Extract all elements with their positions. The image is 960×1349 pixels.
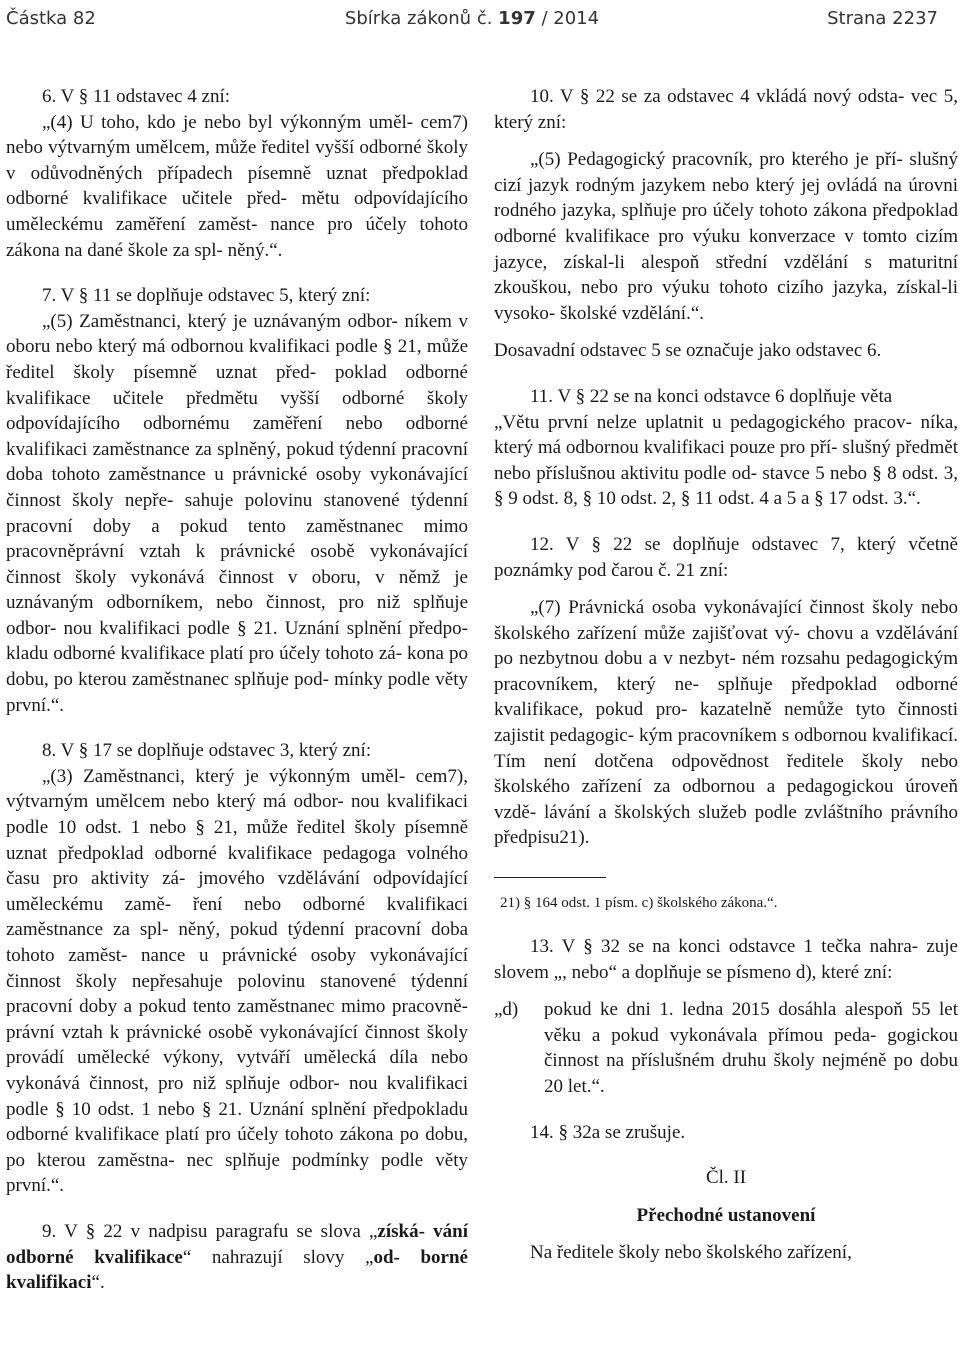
left-column [6,84,468,1296]
point-13-letter-d [494,997,958,1099]
footnote-separator [494,877,606,878]
letter-d-label: „d) [494,999,519,1021]
header-collection [6,8,938,29]
point-10-renumbering: Dosavadní odstavec 5 se označuje jako odstavec 6. [494,340,882,362]
header-collection-label: Sbírka zákonů č. [344,7,493,29]
section-title: Přechodné ustanovení [636,1204,816,1226]
point-11-intro: 11. V § 22 se na konci odstavce 6 doplňuje věta [530,385,893,407]
point-9-part: 9. V § 22 v nadpisu paragrafu se slova „ [42,1220,378,1242]
letter-d-text: pokud ke dni 1. ledna 2015 dosáhla alespoň 55 let věku a pokud vykonávala přímou peda- gogickou činnost na příslušném druhu školy nejméně po dobu 20 let.“. [544,999,958,1097]
point-14: 14. § 32a se zrušuje. [530,1121,686,1143]
point-9-part: “. [91,1272,105,1294]
point-8-text: „(3) Zaměstnanci, který je výkonným uměl- cem7), výtvarným umělcem nebo který má odbor- nou kvalifikaci podle 10 odst. 1 nebo § 21, může ředitel školy písemně uznat předpoklad odborné kvalifikace pedagoga volného času pro aktivity zá- jmového vzdělávání odpovídající uměleckému zamě- ření nebo odborné kvalifikaci zaměstnance za spl- něný, pokud týdenní pracovní doba tohoto zaměst- nance u právnické osoby vykonávající činnost školy nepřesahuje polovinu stanovené týdenní pracovní doby a pokud tento zaměstnanec mimo pracovně- právní vztah k právnické osobě vykonávající činnost školy provádí umělecké výkony, vytváří umělecká díla nebo vykonává činnost, pro niž splňuje odbor- nou kvalifikaci podle § 10 odst. 1 nebo § 21. Uznání splnění předpokladu odborné kvalifikace platí pro účely tohoto zákona po dobu, po kterou zaměstna- nec splňuje podmínky podle věty první.“. [6,765,468,1197]
point-9 [6,1219,468,1296]
header-year: / 2014 [541,7,600,29]
right-column [494,84,958,1266]
point-9-new-words: od- borné kvalifikaci [6,1246,468,1294]
header-number: 197 [498,7,536,29]
point-9-part: “ nahrazují slovy „ [182,1246,374,1268]
point-12-text: „(7) Právnická osoba vykonávající činnost školy nebo školského zařízení může zajišťovat vý- chovu a vzdělávání po nezbytnou dobu a v nezbyt- ném rozsahu pedagogickým pracovníkem, který ne- splňuje předpoklad odborné kvalifikace, pokud pro- kazatelně nemůže tyto činnosti zajistit pedagogic- kým pracovníkem s odbornou kvalifikací. Tím není dotčena odpovědnost ředitele školy nebo školského zařízení za odbornou a pedagogickou úroveň vzdě- lávání a školských služeb podle zvláštního právního předpisu21). [494,597,958,849]
point-9-old-words: získá- vání odborné kvalifikace [6,1220,468,1268]
footnote-21: 21) § 164 odst. 1 písm. c) školského zákona.“. [500,895,778,912]
point-11-text: „Větu první nelze uplatnit u pedagogického pracov- níka, který má odbornou kvalifikaci pouze pro pří- slušný předmět nebo příslušnou aktivitu podle od- stavce 5 nebo § 8 odst. 3, § 9 odst. 8, § 10 odst. 2, § 11 odst. 4 a 5 a § 17 odst. 3.“. [494,411,958,510]
point-7-intro: 7. V § 11 se doplňuje odstavec 5, který zní: [42,285,371,307]
point-8-intro: 8. V § 17 se doplňuje odstavec 3, který zní: [42,740,372,762]
point-7-text: „(5) Zaměstnanci, který je uznávaným odbor- níkem v oboru nebo který má odbornou kvalifikaci podle § 21, může ředitel školy písemně uznat před- poklad odborné kvalifikace učitele předmětu vyšší odborné školy odpovídajícího odbornému zaměření nebo odborné kvalifikaci zaměstnance za splněný, pokud týdenní pracovní doba tohoto zaměstnance u právnické osoby vykonávající činnost školy nepře- sahuje polovinu stanovené týdenní pracovní doby a pokud tento zaměstnanec mimo pracovněprávní vztah k právnické osobě vykonávající činnost školy vykonává činnost v oboru, v němž je uznávaným odborníkem, nebo činnost, pro niž splňuje odbor- nou kvalifikaci podle § 21. Uznání splnění předpo- kladu odborné kvalifikace platí pro účely tohoto zá- kona po dobu, po kterou zaměstnanec splňuje pod- mínky podle věty první.“. [6,310,468,716]
transitional-provision-text: Na ředitele školy nebo školského zařízení, [530,1242,852,1264]
point-10-intro: 10. V § 22 se za odstavec 4 vkládá nový odsta- vec 5, který zní: [494,86,958,133]
header-part: Částka 82 [6,7,96,29]
point-13-intro: 13. V § 32 se na konci odstavce 1 tečka nahra- zuje slovem „, nebo“ a doplňuje se písmeno d), které zní: [494,936,958,983]
point-6-text: „(4) U toho, kdo je nebo byl výkonným uměl- cem7) nebo výtvarným umělcem, může ředitel vyšší odborné školy v odůvodněných případech písemně uznat předpoklad odborné kvalifikace učitele před- mětu odpovídajícího uměleckému zaměření zaměst- nance pro účely tohoto zákona na dané škole za spl- něný.“. [6,111,468,261]
page-header [6,3,938,33]
point-10-text: „(5) Pedagogický pracovník, pro kterého je pří- slušný cizí jazyk rodným jazykem nebo který jej ovládá na úrovni rodného jazyka, splňuje pro účely tohoto zákona předpoklad odborné kvalifikace pro výuku konverzace v tomto cizím jazyce, získal-li alespoň střední vzdělání s maturitní zkouškou, nebo pro výuku tohoto cizího jazyka, získal-li vysoko- školské vzdělání.“. [494,149,958,324]
point-12-intro: 12. V § 22 se doplňuje odstavec 7, který včetně poznámky pod čarou č. 21 zní: [494,533,958,581]
article-heading: Čl. II [705,1167,747,1189]
header-page-number: Strana 2237 [827,7,938,29]
point-6-intro: 6. V § 11 odstavec 4 zní: [42,86,231,107]
